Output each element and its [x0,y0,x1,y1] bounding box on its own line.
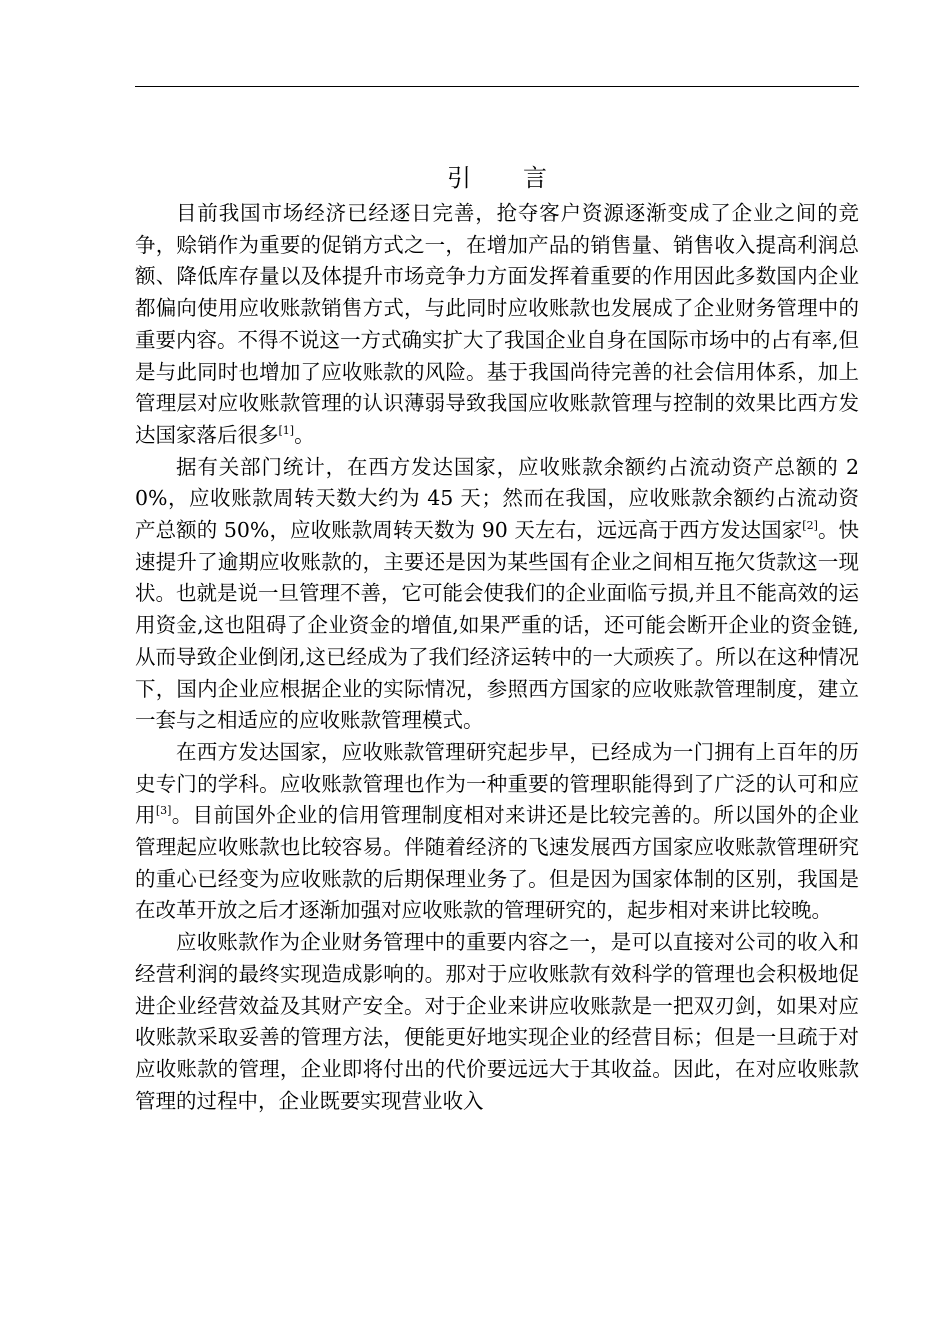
paragraph-1 [135,198,859,452]
paragraph-text: 在西方发达国家，应收账款管理研究起步早，已经成为一门拥有上百年的历史专门的学科。应收账款管理也作为一种重要的管理职能得到了广泛的认可和应用 [135,739,859,828]
paragraph-text: 据有关部门统计，在西方发达国家，应收账款余额约占流动资产总额的 20%，应收账款周转天数大约为 45 天；然而在我国，应收账款余额约占流动资产总额的 50%，应收账款周转天数为 90 天左右，远远高于西方发达国家 [135,454,859,543]
title-char-1: 引 [447,164,471,192]
paragraph-4 [135,927,859,1117]
paragraph-text: 。 [294,422,315,447]
citation-3: [3] [155,804,172,818]
paragraph-2 [135,452,859,737]
paragraph-text: 。快速提升了逾期应收账款的，主要还是因为某些国有企业之间相互拖欠货款这一现状。也就是说一旦管理不善，它可能会使我们的企业面临亏损,并且不能高效的运用资金,这也阻碍了企业资金的增值,如果严重的话，还可能会断开企业的资金链,从而导致企业倒闭,这已经成为了我们经济运转中的一大顽疾了。所以在这种情况下，国内企业应根据企业的实际情况，参照西方国家的应收账款管理制度，建立一套与之相适应的应收账款管理模式。 [135,518,860,733]
paragraph-text: 目前我国市场经济已经逐日完善，抢夺客户资源逐渐变成了企业之间的竞争，赊销作为重要的促销方式之一，在增加产品的销售量、销售收入提高利润总额、降低库存量以及体提升市场竞争力方面发挥着重要的作用因此多数国内企业都偏向使用应收账款销售方式，与此同时应收账款也发展成了企业财务管理中的重要内容。不得不说这一方式确实扩大了我国企业自身在国际市场中的占有率,但是与此同时也增加了应收账款的风险。基于我国尚待完善的社会信用体系，加上管理层对应收账款管理的认识薄弱导致我国应收账款管理与控制的效果比西方发达国家落后很多 [135,201,860,447]
title-char-2: 言 [523,164,547,192]
citation-2: [2] [802,519,818,533]
paragraph-text: 。目前国外企业的信用管理制度相对来讲还是比较完善的。所以国外的企业管理起应收账款也比较容易。伴随着经济的飞速发展西方国家应收账款管理研究的重心已经变为应收账款的后期保理业务了。但是因为国家体制的区别，我国是在改革开放之后才逐渐加强对应收账款的管理研究的，起步相对来讲比较晚。 [135,803,860,923]
body-text [135,198,859,1117]
paragraph-3 [135,737,859,927]
header-rule [135,86,859,87]
paragraph-text: 应收账款作为企业财务管理中的重要内容之一，是可以直接对公司的收入和经营利润的最终实现造成影响的。那对于应收账款有效科学的管理也会积极地促进企业经营效益及其财产安全。对于企业来讲应收账款是一把双刃剑，如果对应收账款采取妥善的管理方法，便能更好地实现企业的经营目标；但是一旦疏于对应收账款的管理，企业即将付出的代价要远远大于其收益。因此，在对应收账款管理的过程中，企业既要实现营业收入 [135,930,859,1113]
page-title [135,160,859,196]
citation-1: [1] [278,424,295,438]
